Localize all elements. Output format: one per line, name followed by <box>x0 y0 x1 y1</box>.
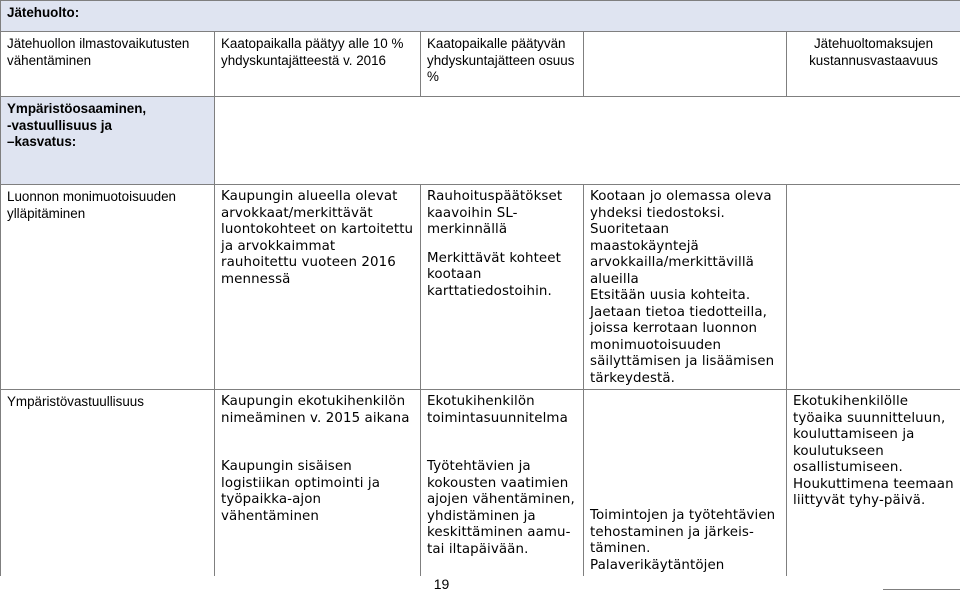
spacer <box>427 427 577 459</box>
header-row <box>1 1 960 32</box>
waste-goal: Jätehuollon ilmastovaikutusten vähentäminen <box>1 32 215 97</box>
nature-row <box>1 185 960 390</box>
waste-resources: Jätehuoltomaksujen kustannusvastaavuus <box>787 32 960 97</box>
section-line-3: –kasvatus: <box>7 134 77 149</box>
section-label <box>1 97 215 185</box>
resp-indicator-1: Ekotukihenkilön toimintasuunnitelma <box>427 394 568 426</box>
spacer <box>221 427 414 459</box>
resp-resources: Ekotukihenkilölle työaika suunnitteluun, kouluttamiseen ja koulutukseen osallistumiseen. Houkuttimena teemaan liittyvät tyhy-päivä. <box>787 390 960 590</box>
nature-resources <box>787 185 960 390</box>
resp-actions: Toimintojen ja työtehtävien tehostaminen ja järkeis-täminen. Palaverikäytäntöjen <box>584 390 787 590</box>
resp-indicator-2: Työtehtävien ja kokousten vaatimien ajojen vähentäminen, yhdistäminen ja keskittäminen aamu-tai iltapäivään. <box>427 459 575 557</box>
resp-target <box>215 390 421 590</box>
nature-goal: Luonnon monimuotoisuuden ylläpitäminen <box>1 185 215 390</box>
resp-indicator <box>421 390 584 590</box>
section-row <box>1 97 960 185</box>
nature-actions <box>584 185 787 390</box>
section-line-1: Ympäristöosaaminen, <box>7 101 147 116</box>
nature-action-4: Jaetaan tietoa tiedotteilla, joissa kerrotaan luonnon monimuotoisuuden säilyttämisen ja lisäämisen tärkeydestä. <box>590 304 775 386</box>
responsibility-row <box>1 390 960 590</box>
section-empty <box>215 97 960 185</box>
section-line-2: -vastuullisuus ja <box>7 117 112 133</box>
waste-indicator: Kaatopaikalle päätyvän yhdyskuntajätteen osuus % <box>421 32 584 97</box>
waste-row <box>1 32 960 97</box>
spacer <box>427 239 577 251</box>
nature-target: Kaupungin alueella olevat arvokkaat/merkittävät luontokohteet on kartoitettu ja arvokkaimmat rauhoitettu vuoteen 2016 mennessä <box>215 185 421 390</box>
resp-target-1: Kaupungin ekotukihenkilön nimeäminen v. 2015 aikana <box>221 394 410 426</box>
nature-action-1: Kootaan jo olemassa oleva yhdeksi tiedostoksi. <box>590 189 772 221</box>
waste-target: Kaatopaikalla päätyy alle 10 % yhdyskuntajätteestä v. 2016 <box>215 32 421 97</box>
section-title-text: Jätehuolto: <box>7 5 80 20</box>
nature-indicator <box>421 185 584 390</box>
resp-goal: Ympäristövastuullisuus <box>1 390 215 590</box>
nature-action-3: Etsitään uusia kohteita. <box>590 288 751 303</box>
resp-target-2: Kaupungin sisäisen logistiikan optimointi ja työpaikka-ajon vähentäminen <box>221 459 381 524</box>
nature-action-2: Suoritetaan maastokäyntejä arvokkailla/merkittävillä alueilla <box>590 222 754 287</box>
nature-indicator-1: Rauhoituspäätökset kaavoihin SL-merkinnällä <box>427 189 563 237</box>
waste-actions <box>584 32 787 97</box>
page-number: 19 <box>0 576 883 592</box>
nature-indicator-2: Merkittävät kohteet kootaan karttatiedostoihin. <box>427 250 561 299</box>
section-title <box>1 1 960 32</box>
